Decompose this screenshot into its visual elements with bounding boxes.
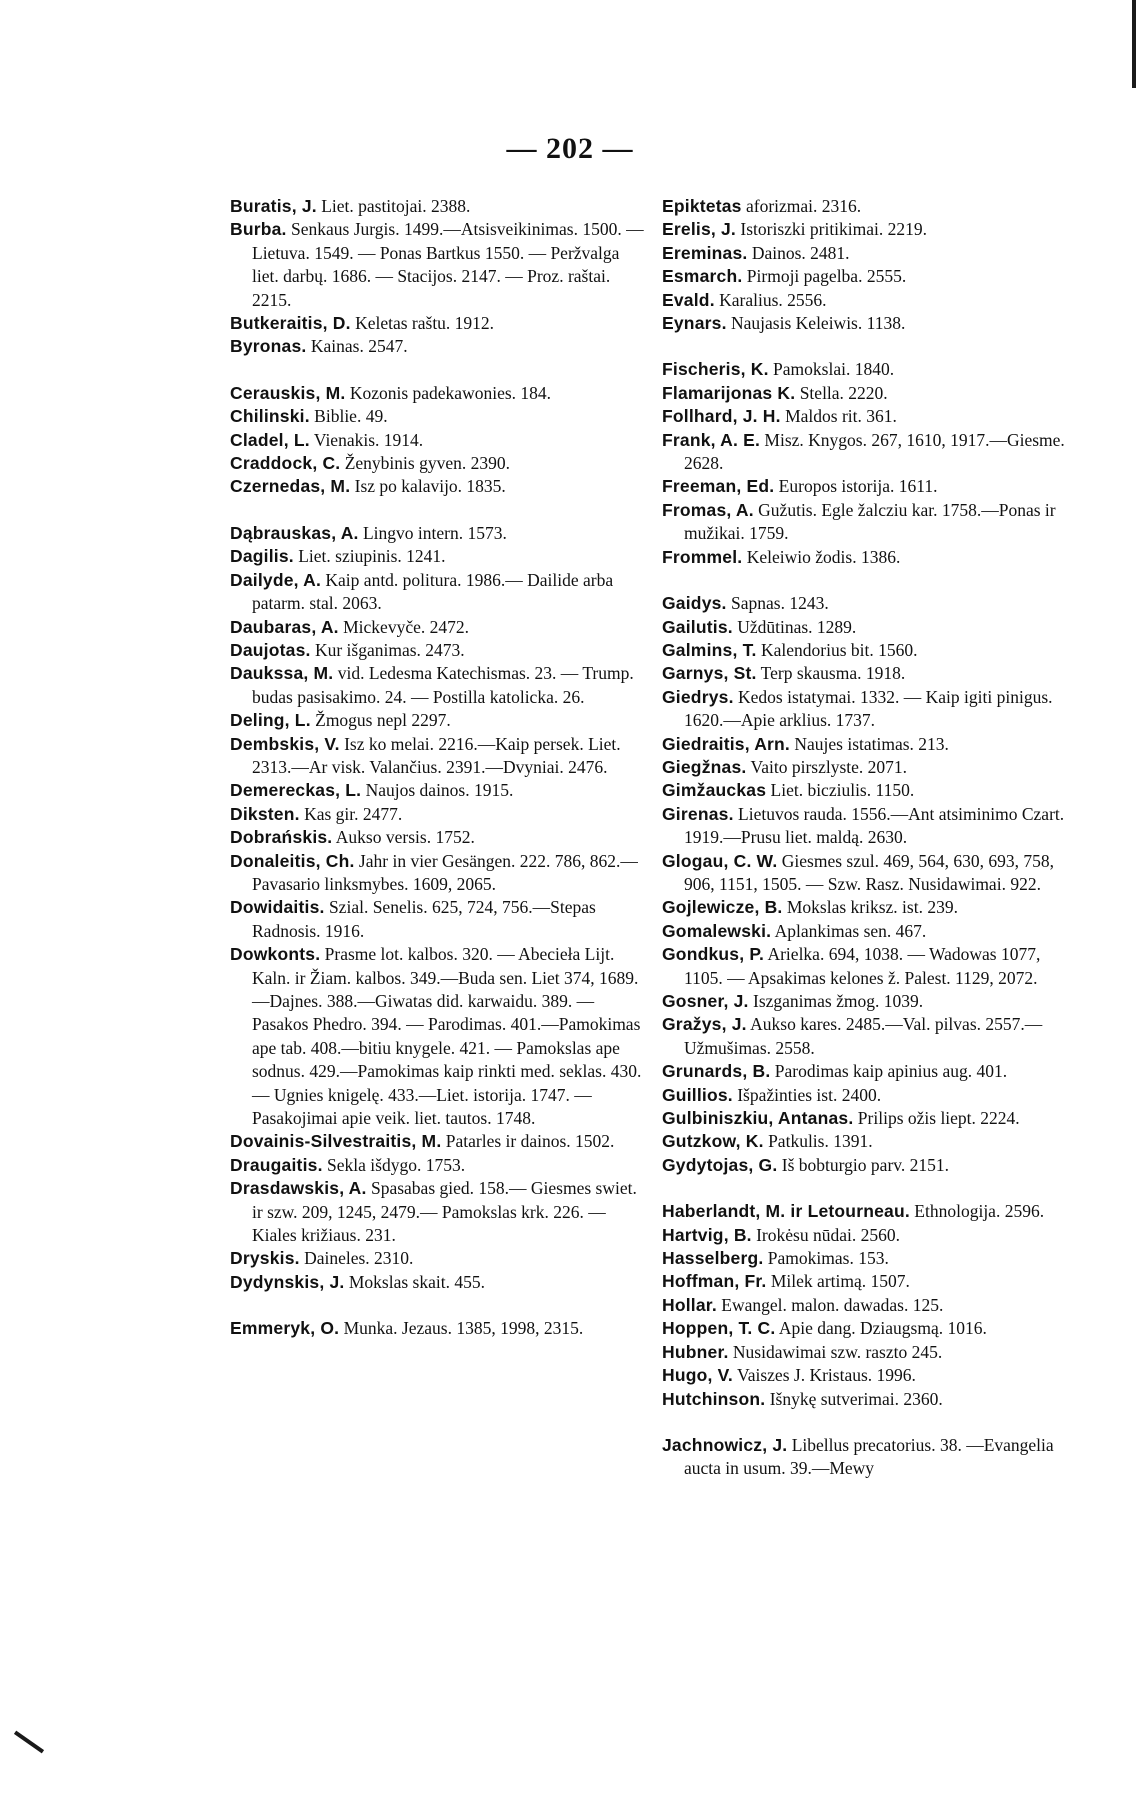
author-name: Dembskis, V. (230, 733, 340, 754)
index-entry (662, 920, 1082, 943)
author-name: Gimžauckas (662, 780, 767, 801)
entry-works: Misz. Knygos. 267, 1610, 1917.—Giesme. 2628. (684, 429, 1065, 474)
author-name: Burba. (230, 219, 287, 240)
index-entry (662, 1247, 1082, 1270)
index-entry (230, 522, 650, 545)
author-name: Gailutis. (662, 616, 733, 637)
entry-works: Apie dang. Dziaugsmą. 1016. (778, 1318, 987, 1339)
author-name: Ereminas. (662, 242, 748, 263)
index-entry (230, 662, 650, 709)
author-name: Hollar. (662, 1294, 717, 1315)
index-entry (230, 218, 650, 312)
index-entry (230, 569, 650, 616)
index-entry (662, 1060, 1082, 1083)
entry-works: Žmogus nepl 2297. (315, 710, 451, 731)
entry-works: Ewangel. malon. dawadas. 125. (721, 1294, 944, 1315)
index-entry (662, 218, 1082, 241)
author-name: Cerauskis, M. (230, 382, 346, 403)
entry-works: Libellus precatorius. 38. —Evangelia aucta in usum. 39.—Mewy (684, 1434, 1054, 1479)
author-name: Diksten. (230, 803, 300, 824)
entry-works: Daineles. 2310. (304, 1248, 414, 1269)
entry-works: Terp skausma. 1918. (760, 663, 906, 684)
author-name: Esmarch. (662, 266, 743, 287)
index-entry (662, 639, 1082, 662)
index-entry (662, 312, 1082, 335)
entry-works: Keletas raštu. 1912. (355, 313, 495, 334)
index-entry (230, 452, 650, 475)
index-entry (662, 289, 1082, 312)
entry-works: Aplankimas sen. 467. (774, 920, 927, 941)
index-entry (230, 943, 650, 1130)
entry-works: Keleiwio žodis. 1386. (746, 546, 901, 567)
author-name: Czernedas, M. (230, 476, 351, 497)
author-name: Girenas. (662, 803, 734, 824)
index-entry (662, 265, 1082, 288)
index-entry (662, 1341, 1082, 1364)
index-entry (662, 803, 1082, 850)
author-name: Dryskis. (230, 1248, 300, 1269)
entry-works: Lingvo intern. 1573. (362, 522, 507, 543)
author-name: Dowidaitis. (230, 897, 325, 918)
author-name: Glogau, C. W. (662, 850, 778, 871)
entry-works: Iszganimas žmog. 1039. (753, 991, 924, 1011)
index-entry (662, 592, 1082, 615)
author-name: Daukssa, M. (230, 663, 334, 684)
author-name: Gondkus, P. (662, 944, 765, 965)
entry-works: Aukso versis. 1752. (335, 827, 475, 848)
index-entry (662, 756, 1082, 779)
entry-works: Išpažinties ist. 2400. (737, 1084, 882, 1105)
author-name: Flamarijonas K. (662, 382, 796, 403)
entry-works: Jahr in vier Gesängen. 222. 786, 862.—Pavasario linksmybes. 1609, 2065. (252, 850, 638, 894)
index-entry (662, 475, 1082, 498)
index-entry (230, 616, 650, 639)
author-name: Byronas. (230, 336, 307, 357)
entry-works: Europos istorija. 1611. (778, 476, 938, 497)
index-entry (662, 1154, 1082, 1177)
author-name: Frank, A. E. (662, 429, 761, 450)
entry-works: Naujos dainos. 1915. (365, 780, 514, 801)
index-column-right (662, 195, 1082, 1481)
index-entry (230, 1247, 650, 1270)
scan-corner-mark (14, 1731, 44, 1754)
author-name: Gomalewski. (662, 920, 772, 941)
entry-works: Išnykę sutverimai. 2360. (769, 1388, 943, 1409)
entry-works: Szial. Senelis. 625, 724, 756.—Stepas Radnosis. 1916. (252, 897, 596, 941)
author-name: Buratis, J. (230, 196, 317, 216)
author-name: Gydytojas, G. (662, 1154, 778, 1175)
author-name: Giedraitis, Arn. (662, 733, 790, 754)
entry-works: Liet. sziupinis. 1241. (298, 546, 446, 567)
index-entry (230, 405, 650, 428)
author-name: Haberlandt, M. ir Letourneau. (662, 1201, 910, 1222)
entry-works: Karalius. 2556. (719, 289, 827, 310)
entry-works: Pamokimas. 153. (767, 1248, 889, 1269)
index-entry (230, 429, 650, 452)
author-name: Drasdawskis, A. (230, 1178, 367, 1199)
index-entry (662, 662, 1082, 685)
index-entry (662, 546, 1082, 569)
entry-works: Arielka. 694, 1038. — Wadowas 1077, 1105. — Apsakimas kelones ž. Palest. 1129, 2072. (684, 944, 1041, 988)
author-name: Dobrańskis. (230, 827, 333, 848)
index-entry (662, 1130, 1082, 1153)
author-name: Erelis, J. (662, 219, 736, 240)
entry-works: Spasabas gied. 158.— Giesmes swiet. ir szw. 209, 1245, 2479.— Pamokslas krk. 226. — Kiales križiaus. 231. (252, 1178, 637, 1246)
index-entry (662, 896, 1082, 919)
author-name: Demereckas, L. (230, 780, 362, 801)
author-name: Emmeryk, O. (230, 1318, 340, 1339)
author-name: Butkeraitis, D. (230, 313, 351, 334)
entry-works: Ethnologija. 2596. (914, 1201, 1045, 1222)
entry-works: Vaiszes J. Kristaus. 1996. (737, 1365, 916, 1386)
entry-works: Kas gir. 2477. (304, 803, 403, 824)
index-entry (662, 850, 1082, 897)
entry-works: Munka. Jezaus. 1385, 1998, 2315. (343, 1318, 584, 1339)
entry-works: Kaip antd. politura. 1986.— Dailide arba patarm. stal. 2063. (252, 569, 614, 614)
index-entry (662, 1200, 1082, 1223)
entry-works: Patarles ir dainos. 1502. (445, 1131, 615, 1152)
author-name: Hartvig, B. (662, 1224, 752, 1245)
entry-works: Aukso kares. 2485.—Val. pilvas. 2557.—Užmušimas. 2558. (684, 1014, 1043, 1058)
author-name: Donaleitis, Ch. (230, 850, 355, 871)
author-name: Garnys, St. (662, 663, 757, 684)
entry-works: Nusidawimai szw. raszto 245. (732, 1341, 943, 1362)
author-name: Hugo, V. (662, 1365, 733, 1386)
entry-works: vid. Ledesma Katechismas. 23. — Trump. budas pasisakimo. 24. — Postilla katolicka. 26. (252, 663, 634, 707)
entry-works: Stella. 2220. (799, 382, 888, 403)
author-name: Dagilis. (230, 546, 294, 567)
entry-works: Naujasis Keleiwis. 1138. (731, 313, 906, 334)
author-name: Giegžnas. (662, 756, 747, 777)
entry-works: Patkulis. 1391. (768, 1131, 873, 1152)
index-entry (662, 195, 1082, 218)
entry-works: Dainos. 2481. (751, 242, 850, 263)
author-name: Gojlewicze, B. (662, 897, 783, 918)
author-name: Daujotas. (230, 639, 311, 660)
entry-works: Naujes istatimas. 213. (794, 733, 949, 754)
index-entry (230, 639, 650, 662)
index-entry (230, 803, 650, 826)
entry-works: Iš bobturgio parv. 2151. (781, 1154, 950, 1175)
entry-works: Uždūtinas. 1289. (737, 616, 857, 637)
index-entry (230, 733, 650, 780)
author-name: Hutchinson. (662, 1388, 766, 1409)
entry-works: Istoriszki pritikimai. 2219. (740, 219, 928, 240)
entry-works: Pirmoji pagelba. 2555. (746, 266, 907, 287)
author-name: Cladel, L. (230, 429, 310, 450)
entry-works: Isz ko melai. 2216.—Kaip persek. Liet. 2313.—Ar visk. Valančius. 2391.—Dvyniai. 2476. (252, 733, 621, 777)
entry-works: Lietuvos rauda. 1556.—Ant atsiminimo Czart. 1919.—Prusu liet. maldą. 2630. (684, 803, 1065, 848)
author-name: Giedrys. (662, 686, 734, 707)
index-entry (662, 429, 1082, 476)
author-name: Gutzkow, K. (662, 1131, 764, 1152)
index-entry (230, 1177, 650, 1247)
index-entry (662, 1388, 1082, 1411)
author-name: Gražys, J. (662, 1014, 747, 1035)
entry-works: Sekla išdygo. 1753. (327, 1154, 466, 1175)
entry-works: aforizmai. 2316. (746, 196, 862, 216)
author-name: Hoffman, Fr. (662, 1271, 767, 1292)
author-name: Gulbiniszkiu, Antanas. (662, 1108, 854, 1129)
entry-works: Mickevyče. 2472. (343, 616, 469, 637)
author-name: Fischeris, K. (662, 359, 769, 380)
index-entry (662, 943, 1082, 990)
entry-works: Ženybinis gyven. 2390. (344, 453, 510, 474)
entry-works: Milek artimą. 1507. (770, 1271, 910, 1292)
index-entry (230, 1271, 650, 1294)
index-entry (662, 1294, 1082, 1317)
index-entry (662, 616, 1082, 639)
author-name: Gaidys. (662, 593, 727, 614)
entry-works: Mokslas kriksz. ist. 239. (786, 897, 958, 918)
author-name: Galmins, T. (662, 639, 757, 660)
author-name: Guillios. (662, 1084, 733, 1105)
author-name: Evald. (662, 289, 715, 310)
index-entry (662, 1084, 1082, 1107)
index-column-left (230, 195, 650, 1341)
entry-works: Liet. bicziulis. 1150. (770, 780, 915, 801)
entry-works: Gužutis. Egle žalcziu kar. 1758.—Ponas ir mužikai. 1759. (684, 499, 1056, 544)
index-entry (230, 475, 650, 498)
index-entry (662, 733, 1082, 756)
index-entry (230, 1154, 650, 1177)
entry-works: Prilips ožis liept. 2224. (857, 1108, 1020, 1129)
index-entry (662, 1270, 1082, 1293)
author-name: Craddock, C. (230, 453, 341, 474)
index-entry (662, 405, 1082, 428)
author-name: Dovainis-Silvestraitis, M. (230, 1131, 442, 1152)
author-name: Freeman, Ed. (662, 476, 775, 497)
index-entry (230, 896, 650, 943)
index-entry (662, 1317, 1082, 1340)
author-name: Eynars. (662, 313, 727, 334)
entry-works: Senkaus Jurgis. 1499.—Atsisveikinimas. 1500. — Lietuva. 1549. — Ponas Bartkus 1550. — Peržvalga liet. darbų. 1686. — Stacijos. 2147. — Proz. raštai. 2215. (252, 219, 644, 310)
author-name: Gosner, J. (662, 991, 749, 1011)
entry-works: Giesmes szul. 469, 564, 630, 693, 758, 906, 1151, 1505. — Szw. Rasz. Nusidawimai. 922. (684, 850, 1054, 894)
entry-works: Liet. pastitojai. 2388. (321, 196, 471, 216)
author-name: Fromas, A. (662, 499, 754, 520)
author-name: Dydynskis, J. (230, 1271, 345, 1292)
entry-works: Mokslas skait. 455. (348, 1271, 485, 1292)
entry-works: Pamokslai. 1840. (773, 359, 895, 380)
index-entry (662, 242, 1082, 265)
entry-works: Kozonis padekawonies. 184. (349, 382, 552, 403)
index-entry (230, 545, 650, 568)
index-entry (662, 1434, 1082, 1481)
scan-edge-mark (1132, 0, 1136, 88)
index-entry (662, 779, 1082, 802)
index-entry (662, 358, 1082, 381)
index-entry (230, 312, 650, 335)
index-entry (662, 990, 1082, 1013)
entry-works: Vaito pirszlyste. 2071. (750, 756, 908, 777)
index-entry (230, 1317, 650, 1340)
author-name: Dailyde, A. (230, 569, 322, 590)
index-entry (230, 779, 650, 802)
index-entry (230, 709, 650, 732)
entry-works: Prasme lot. kalbos. 320. — Abecieła Lijt. Kaln. ir Žiam. kalbos. 349.—Buda sen. Liet 374, 1689.—Dajnes. 388.—Giwatas did. karwaidu. 389. — Pasakos Phedro. 394. — Parodimas. 401.—Pamokimas ape tab. 408.—bitiu knygele. 421. — Pamokslas ape sodnus. 429.—Pamokimas kaip rinkti med. seklas. 430. — Ugnies knigelę. 433.—Liet. istorija. 1747. — Pasakojimai apie veik. liet. tautos. 1748. (252, 944, 642, 1129)
author-name: Dąbrauskas, A. (230, 522, 359, 543)
index-entry (230, 1130, 650, 1153)
entry-works: Isz po kalavijo. 1835. (354, 476, 506, 497)
author-name: Chilinski. (230, 406, 310, 427)
entry-works: Vienakis. 1914. (313, 429, 424, 450)
author-name: Daubaras, A. (230, 616, 339, 637)
index-entry (230, 850, 650, 897)
index-entry (230, 195, 650, 218)
index-entry (662, 1013, 1082, 1060)
author-name: Hasselberg. (662, 1248, 764, 1269)
entry-works: Kalendorius bit. 1560. (760, 639, 918, 660)
entry-works: Sapnas. 1243. (731, 593, 829, 614)
page-number: — 202 — (506, 132, 634, 165)
author-name: Epiktetas (662, 196, 742, 216)
author-name: Dowkonts. (230, 944, 321, 965)
entry-works: Kedos istatymai. 1332. — Kaip igiti pinigus. 1620.—Apie arklius. 1737. (684, 686, 1053, 731)
index-entry (662, 1107, 1082, 1130)
index-entry (230, 382, 650, 405)
author-name: Hubner. (662, 1341, 729, 1362)
index-entry (230, 335, 650, 358)
author-name: Follhard, J. H. (662, 406, 781, 427)
author-name: Frommel. (662, 546, 743, 567)
author-name: Jachnowicz, J. (662, 1434, 788, 1455)
index-entry (230, 826, 650, 849)
index-entry (662, 1224, 1082, 1247)
author-name: Grunards, B. (662, 1061, 771, 1082)
author-name: Hoppen, T. C. (662, 1318, 776, 1339)
index-entry (662, 686, 1082, 733)
index-entry (662, 499, 1082, 546)
entry-works: Kainas. 2547. (310, 336, 408, 357)
author-name: Draugaitis. (230, 1154, 323, 1175)
index-entry (662, 1364, 1082, 1387)
author-name: Deling, L. (230, 710, 311, 731)
index-entry (662, 382, 1082, 405)
entry-works: Kur išganimas. 2473. (314, 639, 465, 660)
entry-works: Biblie. 49. (314, 406, 388, 427)
entry-works: Irokėsu nūdai. 2560. (756, 1224, 900, 1245)
entry-works: Parodimas kaip apinius aug. 401. (774, 1061, 1008, 1082)
entry-works: Maldos rit. 361. (785, 406, 897, 427)
